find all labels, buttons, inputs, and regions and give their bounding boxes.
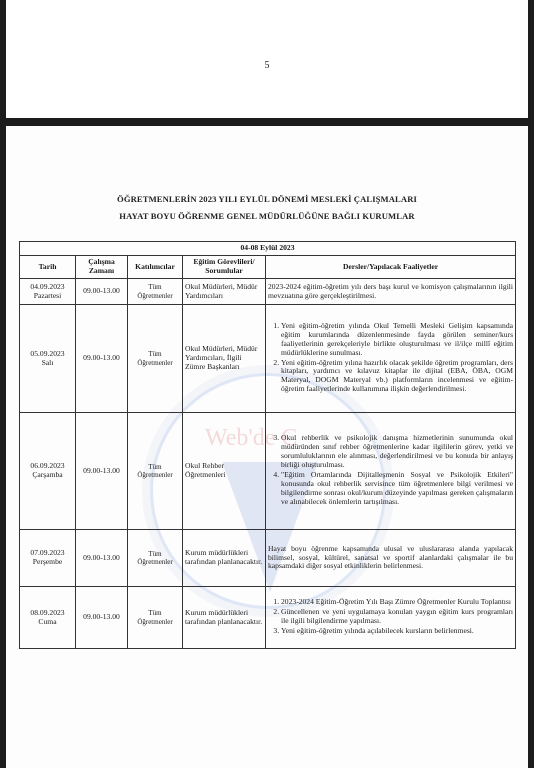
responsible-cell: Okul Müdürleri, Müdür Yardımcıları, İlgili Zümre Başkanları (183, 305, 266, 413)
column-header-responsible: Eğitim Görevlileri/ Sorumlular (183, 256, 266, 279)
page-gap (0, 118, 534, 126)
responsible-cell: Kurum müdürlükleri tarafından planlanacaktır. (183, 587, 266, 649)
participants-cell: Tüm Öğretmenler (128, 413, 183, 530)
column-header-participants: Katılımcılar (128, 256, 183, 279)
previous-page (0, 0, 534, 118)
activity-item: 1. Yeni eğitim-öğretim yılında Okul Temelli Mesleki Gelişim kapsamında eğitim kurumlarında düzenlenmesinde fayda görülen seminer/kurs faaliyetlerinin gerekçeleriyle birlikte oluşturulması ve il/ilçe millî eğitim müdürlüklerine sunulması. (281, 322, 513, 358)
table-row (20, 413, 516, 530)
watermark-text: Web'de C (205, 425, 298, 451)
page-number: 5 (264, 60, 270, 71)
time-cell: 09.00-13.00 (76, 305, 128, 413)
activity-list (268, 598, 513, 636)
column-header-date: Tarih (20, 256, 76, 279)
activity-item: 4. "Eğitim Ortamlarında Dijitalleşmenin Sosyal ve Psikolojik Etkileri" konusunda okul rehberlik servisince tüm öğretmenlere bilgi verilmesi ve bilgilendirme sonrası okul/kurum düzeyinde yapılması gereken çalışmaların ve alınabilecek önlemlerin tartışılması. (281, 471, 513, 507)
date: 04.09.2023 (30, 281, 65, 291)
date: 06.09.2023 (30, 461, 65, 471)
table-row (20, 530, 516, 587)
activity-item: 2. Yeni eğitim-öğretim yılına hazırlık olacak şekilde öğretim programları, ders kitapları, yardımcı ve kılavuz kitaplar ile dijital (EBA, ÖBA, OGM Materyal, DOGM Materyal vb.) platformların incelenmesi ve eğitim-öğretim faaliyetlerinde kullanımına ilişkin değerlendirilmesi. (281, 359, 513, 395)
activities-cell (266, 305, 516, 413)
activity-item: 1. 2023-2024 Eğitim-Öğretim Yılı Başı Zümre Öğretmenler Kurulu Toplantısı (281, 598, 513, 607)
week-header: 04-08 Eylül 2023 (20, 242, 516, 256)
activity-text: Hayat boyu öğrenme kapsamında ulusal ve uluslararası alanda yapılacak bilimsel, sosyal, kültürel, sanatsal ve sportif alanlardaki çalışmalar ile bu kapsamdaki diğer sosyal etkinliklerin belirlenmesi. (268, 543, 514, 571)
date-cell (20, 413, 76, 530)
table-row (20, 305, 516, 413)
time-cell: 09.00-13.00 (76, 587, 128, 649)
date: 08.09.2023 (30, 607, 65, 617)
time-cell: 09.00-13.00 (76, 279, 128, 305)
date: 05.09.2023 (30, 348, 65, 358)
participants-cell: Tüm Öğretmenler (128, 305, 183, 413)
right-border (528, 0, 534, 768)
date-cell (20, 587, 76, 649)
activities-cell (266, 530, 516, 587)
date-cell (20, 305, 76, 413)
document-subtitle: HAYAT BOYU ÖĞRENME GENEL MÜDÜRLÜĞÜNE BAĞLI KURUMLAR (119, 211, 415, 221)
responsible-cell: Kurum müdürlükleri tarafından planlanacaktır. (183, 530, 266, 587)
weekday: Perşembe (32, 557, 63, 566)
date-cell (20, 530, 76, 587)
weekday: Pazartesi (33, 290, 62, 300)
participants-cell: Tüm Öğretmenler (128, 587, 183, 649)
column-header-time: Çalışma Zamanı (76, 256, 128, 279)
responsible-cell: Okul Müdürleri, Müdür Yardımcıları (183, 279, 266, 305)
participants-cell: Tüm Öğretmenler (128, 279, 183, 305)
activity-text: 2023-2024 eğitim-öğretim yılı ders başı kurul ve komisyon çalışmalarının ilgili mevzuatına göre gerçekleştirilmesi. (268, 281, 514, 300)
responsible-cell: Okul Rehber Öğretmenleri (183, 413, 266, 530)
weekday: Salı (41, 357, 54, 367)
participants-cell: Tüm Öğretmenler (128, 530, 183, 587)
table-row (20, 279, 516, 305)
schedule-table (19, 241, 516, 649)
activities-cell (266, 587, 516, 649)
column-header-activities: Dersler/Yapılacak Faaliyetler (266, 256, 516, 279)
date: 07.09.2023 (30, 548, 65, 558)
activities-cell (266, 413, 516, 530)
time-cell: 09.00-13.00 (76, 530, 128, 587)
activity-item: 3. Yeni eğitim-öğretim yılında açılabilecek kursların belirlenmesi. (281, 627, 513, 636)
weekday: Çarşamba (32, 470, 63, 479)
date-cell (20, 279, 76, 305)
table-row (20, 587, 516, 649)
document-title: ÖĞRETMENLERİN 2023 YILI EYLÜL DÖNEMİ MESLEKİ ÇALIŞMALARI (117, 194, 417, 204)
activity-list (268, 322, 513, 395)
activity-item: 3. Okul rehberlik ve psikolojik danışma hizmetlerinin sunumunda okul müdüründen sınıf rehber öğretmenlerine kadar ilgililerin görev, yetki ve sorumluluklarının ele alınması, değerlendirilmesi ve bu konuda bir anlayış birliği oluşturulması. (281, 434, 513, 470)
activity-list (268, 434, 513, 507)
time-cell: 09.00-13.00 (76, 413, 128, 530)
weekday: Cuma (38, 616, 57, 626)
activity-item: 2. Güncellenen ve yeni uygulamaya konulan yaygın eğitim kurs programları ile ilgili bilgilendirme yapılması. (281, 608, 513, 626)
activities-cell (266, 279, 516, 305)
